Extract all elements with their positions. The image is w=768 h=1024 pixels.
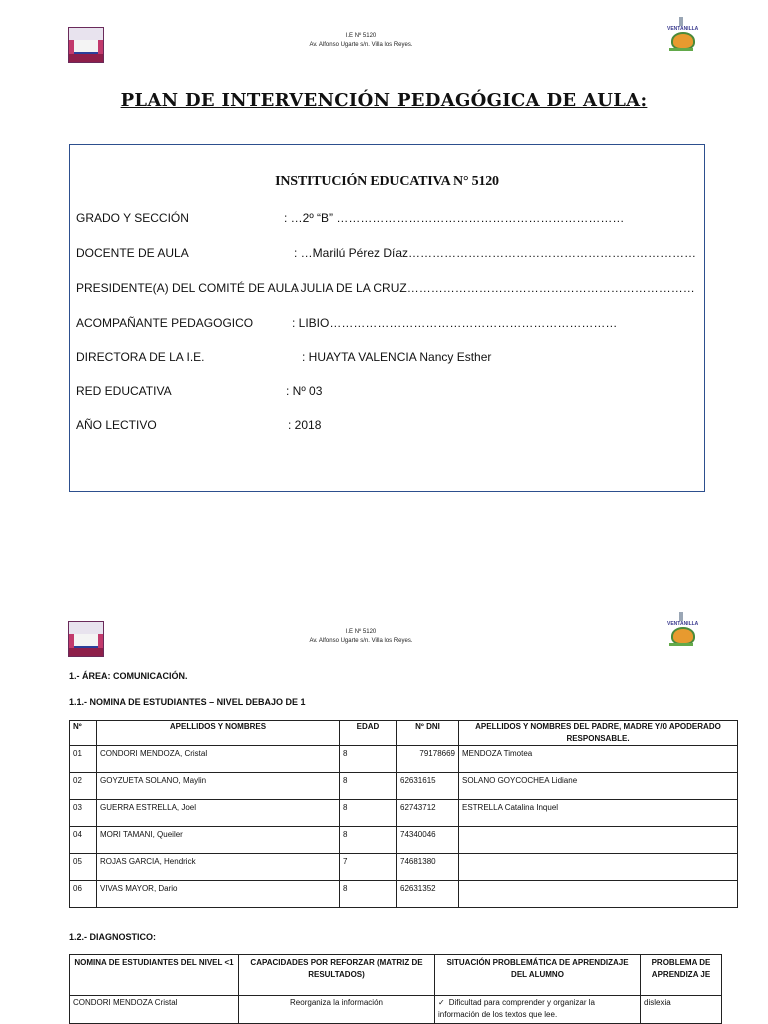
field-value-acompanante: : LIBIO……………………………………………………………… [292, 316, 618, 330]
cell-guardian: MENDOZA Timotea [459, 746, 738, 773]
table-row [70, 800, 738, 827]
field-label-ano: AÑO LECTIVO [76, 418, 157, 432]
cell-student: CONDORI MENDOZA Cristal [70, 996, 239, 1024]
cell-dni: 62631352 [397, 881, 459, 908]
cell-age: 8 [340, 773, 397, 800]
col-header-age: EDAD [340, 721, 397, 746]
school-crest-logo-2 [68, 621, 104, 657]
cell-name: CONDORI MENDOZA, Cristal [97, 746, 340, 773]
ventanilla-logo: VENTANILLA [666, 17, 696, 53]
cell-name: ROJAS GARCIA, Hendrick [97, 854, 340, 881]
page2-header [261, 628, 461, 646]
field-value-ano: : 2018 [288, 418, 322, 432]
col-header-problem: PROBLEMA DE APRENDIZA JE [641, 955, 722, 996]
field-label-presidente: PRESIDENTE(A) DEL COMITÉ DE AULA [76, 281, 299, 295]
page1-header-line1: I.E Nº 5120 [345, 33, 377, 39]
table-row [70, 773, 738, 800]
section-nomina-heading: 1.1.- NOMINA DE ESTUDIANTES – NIVEL DEBAJO DE 1 [69, 697, 306, 707]
cell-dni: 62743712 [397, 800, 459, 827]
cell-situation-text: Dificultad para comprender y organizar la información de los textos que lee. [438, 998, 595, 1019]
table-row [70, 881, 738, 908]
cell-dni: 74340046 [397, 827, 459, 854]
cell-age: 8 [340, 827, 397, 854]
cell-age: 8 [340, 881, 397, 908]
ventanilla-logo-2: VENTANILLA [666, 612, 696, 648]
table-header-row [70, 721, 738, 746]
section-area-heading: 1.- ÁREA: COMUNICACIÓN. [69, 671, 188, 681]
page1-header [261, 32, 461, 50]
col-header-student: NOMINA DE ESTUDIANTES DEL NIVEL <1 [70, 955, 239, 996]
table-header-row [70, 955, 722, 996]
page2-header-line1: I.E Nº 5120 [345, 629, 377, 635]
cell-guardian: SOLANO GOYCOCHEA Lidiane [459, 773, 738, 800]
cell-name: VIVAS MAYOR, Dario [97, 881, 340, 908]
field-label-acompanante: ACOMPAÑANTE PEDAGOGICO [76, 316, 254, 330]
col-header-capacity: CAPACIDADES POR REFORZAR (MATRIZ DE RESULTADOS) [239, 955, 435, 996]
cell-num: 06 [70, 881, 97, 908]
cell-num: 02 [70, 773, 97, 800]
col-header-guardian: APELLIDOS Y NOMBRES DEL PADRE, MADRE Y/0 APODERADO RESPONSABLE. [459, 721, 738, 746]
table-row [70, 996, 722, 1024]
cell-age: 7 [340, 854, 397, 881]
cell-num: 01 [70, 746, 97, 773]
field-label-grado: GRADO Y SECCIÓN [76, 211, 189, 225]
field-value-grado: : …2º “B” ……………………………………………………………… [284, 211, 625, 225]
field-value-red: : Nº 03 [286, 384, 323, 398]
institution-title: INSTITUCIÓN EDUCATIVA N° 5120 [275, 174, 499, 189]
field-label-directora: DIRECTORA DE LA I.E. [76, 350, 205, 364]
cell-name: GUERRA ESTRELLA, Joel [97, 800, 340, 827]
table-row [70, 746, 738, 773]
school-crest-logo [68, 27, 104, 63]
field-value-docente: : …Marilú Pérez Díaz……………………………………………………………… [294, 246, 697, 260]
page-title: PLAN DE INTERVENCIÓN PEDAGÓGICA DE AULA: [120, 90, 648, 111]
cell-problem: dislexia [641, 996, 722, 1024]
field-value-directora: : HUAYTA VALENCIA Nancy Esther [302, 350, 492, 364]
cell-num: 03 [70, 800, 97, 827]
col-header-num: Nº [70, 721, 97, 746]
col-header-dni: Nº DNI [397, 721, 459, 746]
cell-dni: 79178669 [397, 746, 459, 773]
diagnosis-table [69, 954, 722, 1024]
cell-age: 8 [340, 800, 397, 827]
table-row [70, 827, 738, 854]
cell-name: MORI TAMANI, Queiler [97, 827, 340, 854]
cell-guardian: ESTRELLA Catalina Inquel [459, 800, 738, 827]
table-row [70, 854, 738, 881]
cell-dni: 74681380 [397, 854, 459, 881]
col-header-names: APELLIDOS Y NOMBRES [97, 721, 340, 746]
cell-num: 05 [70, 854, 97, 881]
page2-header-line2: Av. Alfonso Ugarte s/n. Villa los Reyes. [309, 638, 413, 644]
field-value-presidente: : JULIA DE LA CRUZ……………………………………………………………… [294, 281, 695, 295]
cell-situation [435, 996, 641, 1024]
cell-guardian [459, 854, 738, 881]
cell-dni: 62631615 [397, 773, 459, 800]
field-label-red: RED EDUCATIVA [76, 384, 172, 398]
cell-guardian [459, 881, 738, 908]
cell-num: 04 [70, 827, 97, 854]
cell-guardian [459, 827, 738, 854]
section-diagnostico-heading: 1.2.- DIAGNOSTICO: [69, 932, 157, 942]
cell-capacity: Reorganiza la información [239, 996, 435, 1024]
page1-header-line2: Av. Alfonso Ugarte s/n. Villa los Reyes. [309, 42, 413, 48]
cell-name: GOYZUETA SOLANO, Maylin [97, 773, 340, 800]
field-label-docente: DOCENTE DE AULA [76, 246, 189, 260]
students-table [69, 720, 738, 908]
col-header-situation: SITUACIÓN PROBLEMÁTICA DE APRENDIZAJE DEL ALUMNO [435, 955, 641, 996]
checkmark-icon: ✓ [438, 998, 445, 1007]
cell-age: 8 [340, 746, 397, 773]
